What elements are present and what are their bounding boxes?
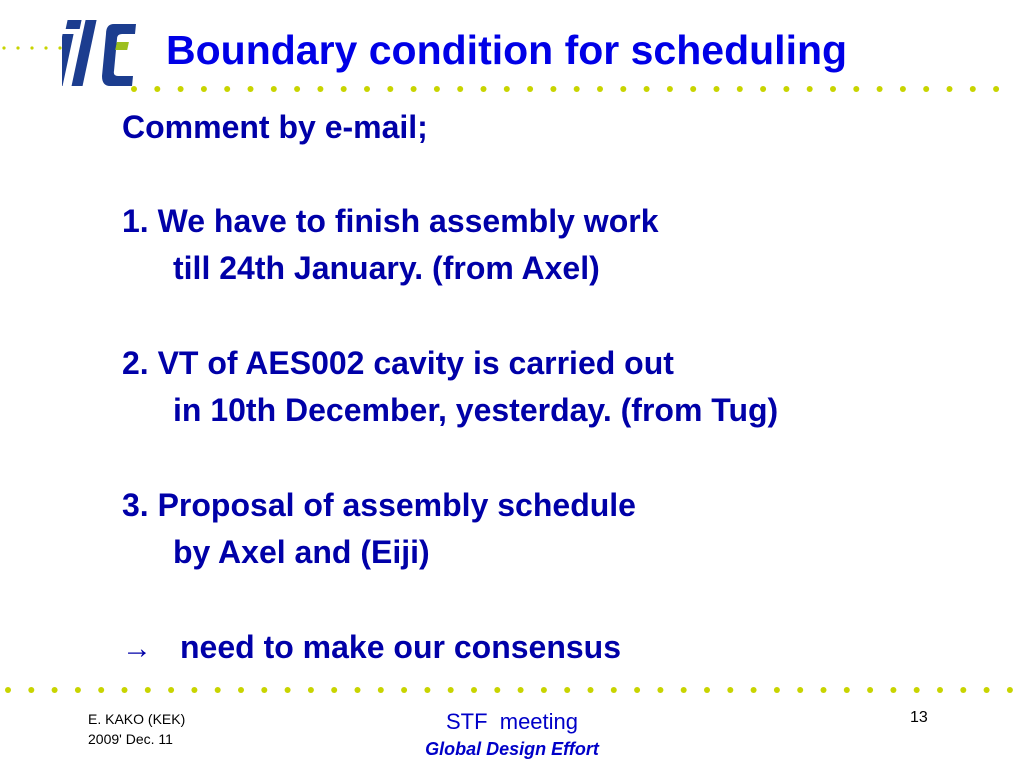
decorative-dot xyxy=(667,86,673,92)
decorative-dot xyxy=(923,86,929,92)
decorative-dot xyxy=(215,687,221,693)
decorative-dot xyxy=(424,687,430,693)
decorative-dot xyxy=(261,687,267,693)
decorative-dot xyxy=(355,687,361,693)
decorative-dot xyxy=(471,687,477,693)
slide-title: Boundary condition for scheduling xyxy=(166,27,848,73)
decorative-dot xyxy=(774,687,780,693)
decorative-dot xyxy=(844,687,850,693)
decorative-dot xyxy=(900,86,906,92)
decorative-dot xyxy=(364,86,370,92)
conclusion-text: need to make our consensus xyxy=(180,629,622,665)
decorative-dot xyxy=(588,687,594,693)
decorative-dot xyxy=(550,86,556,92)
decorative-dot xyxy=(178,86,184,92)
decorative-dot xyxy=(690,86,696,92)
decorative-dot xyxy=(308,687,314,693)
decorative-dot xyxy=(984,687,990,693)
decorative-dot xyxy=(30,46,33,49)
decorative-dot xyxy=(611,687,617,693)
decorative-dot xyxy=(201,86,207,92)
decorative-dot xyxy=(727,687,733,693)
right-arrow-icon: → xyxy=(122,632,152,665)
decorative-dot xyxy=(527,86,533,92)
decorative-dot xyxy=(574,86,580,92)
footer-author: E. KAKO (KEK) xyxy=(88,711,186,727)
decorative-dot xyxy=(830,86,836,92)
decorative-dot xyxy=(331,687,337,693)
decorative-dot xyxy=(271,86,277,92)
item-3-line-1: 3. Proposal of assembly schedule xyxy=(122,487,636,523)
decorative-dots-bottom xyxy=(0,684,1024,696)
decorative-dot xyxy=(317,86,323,92)
decorative-dot xyxy=(1007,687,1013,693)
item-1-line-2: till 24th January. (from Axel) xyxy=(173,250,600,286)
decorative-dot xyxy=(238,687,244,693)
decorative-dot xyxy=(145,687,151,693)
decorative-dot xyxy=(2,46,5,49)
decorative-dot xyxy=(541,687,547,693)
footer-meeting: STF meeting xyxy=(445,709,579,734)
decorative-dot xyxy=(714,86,720,92)
decorative-dot xyxy=(737,86,743,92)
decorative-dot xyxy=(960,687,966,693)
body-heading: Comment by e-mail; xyxy=(122,109,428,145)
ilc-logo xyxy=(62,18,142,90)
decorative-dots-top xyxy=(0,83,1024,95)
decorative-dot xyxy=(760,86,766,92)
decorative-dot xyxy=(411,86,417,92)
decorative-dot xyxy=(294,86,300,92)
footer-center-block xyxy=(392,707,632,761)
decorative-dot xyxy=(44,46,47,49)
decorative-dot xyxy=(457,86,463,92)
decorative-dot xyxy=(877,86,883,92)
decorative-dot xyxy=(154,86,160,92)
decorative-dot xyxy=(401,687,407,693)
decorative-dot xyxy=(378,687,384,693)
decorative-dot xyxy=(867,687,873,693)
footer-author-block xyxy=(88,709,185,749)
decorative-dot xyxy=(993,86,999,92)
decorative-dot xyxy=(191,687,197,693)
decorative-dot xyxy=(28,687,34,693)
decorative-dot xyxy=(620,86,626,92)
decorative-dot xyxy=(16,46,19,49)
decorative-dot xyxy=(387,86,393,92)
decorative-dot xyxy=(122,687,128,693)
decorative-dot xyxy=(821,687,827,693)
decorative-dot xyxy=(285,687,291,693)
decorative-dot xyxy=(564,687,570,693)
decorative-dot xyxy=(504,86,510,92)
decorative-dot xyxy=(168,687,174,693)
footer-date: 2009' Dec. 11 xyxy=(88,731,173,747)
decorative-dot xyxy=(248,86,254,92)
item-3-line-2: by Axel and (Eiji) xyxy=(173,534,430,570)
item-2-line-1: 2. VT of AES002 cavity is carried out xyxy=(122,345,674,381)
decorative-dot xyxy=(937,687,943,693)
decorative-dot xyxy=(947,86,953,92)
decorative-dot xyxy=(494,687,500,693)
decorative-dot xyxy=(434,86,440,92)
decorative-dot xyxy=(704,687,710,693)
decorative-dot xyxy=(224,86,230,92)
decorative-dot xyxy=(448,687,454,693)
decorative-dot xyxy=(58,46,61,49)
decorative-dot xyxy=(751,687,757,693)
decorative-dot xyxy=(52,687,58,693)
decorative-dot xyxy=(807,86,813,92)
decorative-dot xyxy=(634,687,640,693)
decorative-dot xyxy=(644,86,650,92)
decorative-dot xyxy=(657,687,663,693)
decorative-dot xyxy=(75,687,81,693)
decorative-dot xyxy=(853,86,859,92)
decorative-dot xyxy=(341,86,347,92)
decorative-dot xyxy=(131,86,137,92)
decorative-dot xyxy=(481,86,487,92)
decorative-dot xyxy=(797,687,803,693)
footer-organization: Global Design Effort xyxy=(425,739,599,759)
decorative-dot xyxy=(518,687,524,693)
decorative-dot xyxy=(890,687,896,693)
decorative-dot xyxy=(914,687,920,693)
decorative-dot xyxy=(681,687,687,693)
decorative-dot xyxy=(98,687,104,693)
page-number: 13 xyxy=(910,709,928,726)
decorative-dots-top-left xyxy=(0,42,64,54)
conclusion-line xyxy=(122,624,621,672)
decorative-dot xyxy=(597,86,603,92)
decorative-dot xyxy=(5,687,11,693)
decorative-dot xyxy=(970,86,976,92)
decorative-dot xyxy=(783,86,789,92)
item-2-line-2: in 10th December, yesterday. (from Tug) xyxy=(173,392,779,428)
item-1-line-1: 1. We have to finish assembly work xyxy=(122,203,659,239)
